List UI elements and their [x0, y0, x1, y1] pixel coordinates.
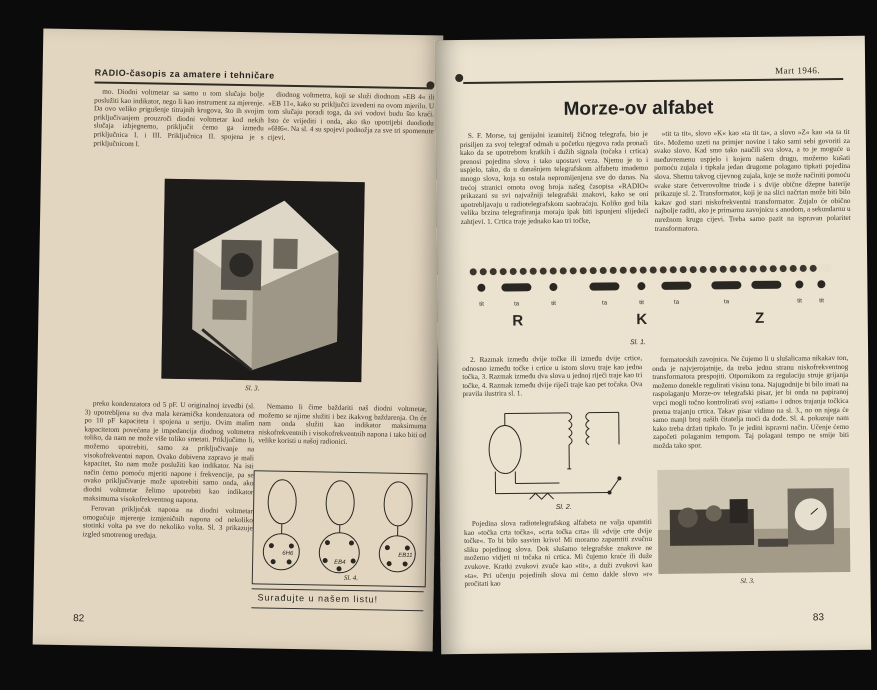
morse-label-4: ta [602, 300, 608, 307]
header-dot [426, 81, 434, 89]
left-header: RADIO-časopis za amatere i tehničare [94, 67, 275, 81]
right-mid-text-b: formatorskih zavojnica. Ne čujemo li u slušalicama nikakav ton, onda je najvjerojatnije, da treba jednu stranu niskofrekventnog transformatora prespojiti. Otpornikom za regulaciju struje grijanja možemo donekle regulirati visinu tona. Najugodnije bi bilo imati na raspolaganju Morze-ov telegrafski pisar, jer bi onda na papiranoj vrpci mogli točno kontrolirati svoj »stiam« i odnos trajanja točkica prema trajanju crtica. Takav pisar vidimo na sl. 3., no on njega će samo manji broj naših čitatelja moći da dođe. Sl. 4. pokazuje nam kako treba držati tipkalo. To je jedini ispravni način. Učenje ćemo započeti polaganim tempom. Taj polagani tempo ne smije biti možda tako spor. [652, 353, 849, 450]
header-dot-right [455, 74, 463, 82]
morse-letter-r: R [512, 312, 524, 330]
left-mid-text: Nemamo li čime baždariti naš diodni voltmetar, možemo se njime služiti i bez ikakvog baždarenja. On će nam onda služiti kao indikator maksimuma niskofrekventnih i visokofrekventnih napona i tako biti od velike koristi u našoj radionici. [258, 402, 427, 447]
morse-label-5: tit [639, 300, 644, 307]
morse-label-9: tit [819, 298, 824, 305]
right-mid-text-a: 2. Razmak između dvije točke ili između dvije crtice, odnosno između točke i crtice u istom slovu traje kao jedna točka, 3. Razmak između dva slova u jednoj riječi traje kao tri točke, 4. Razmak između dvije riječi traje kao pet točaka. Ova pravila ilustrira sl. 1. [462, 354, 643, 399]
tube-label-eb11: EB11 [398, 552, 413, 560]
morse-label-6: ta [674, 299, 680, 306]
telegraph-caption: Sl. 3. [740, 576, 755, 586]
morse-figure [459, 260, 842, 354]
morse-label-8: tit [797, 298, 802, 305]
morse-label-2: ta [514, 301, 520, 308]
morse-label-3: tit [551, 301, 556, 308]
right-col1-text: S. F. Morse, taj genijalni izumitelj žičnog telegrafa, bio je prisiljen za svoj telegraf odmah u početku njegova rada pronaći kako da se upotrebom kratkih i dužih signala (točaka i crtica) prenosi pojedina slova i tako upostavi veza. Njemu je to i uspjelo, tako, da u današnjem telegrafskom alfabetu imademo mnogo slova, koja su ostala nepromijenjena sve do danas. Na trećoj stranici omota ovog broja našeg časopisa »RADIO« prikazani su svi najvažniji telegrafski znakovi, kako se oni upotrebljavaju u radiotelegrafskom saobraćaju. Koliko god bila velika brzina telegrafiranja moraju ipak biti ispunjeni slijedeći zahtjevi. 1. Crtica traje jednako kao tri točke, [459, 130, 649, 226]
telegraph-photo [657, 468, 850, 574]
footer-banner [251, 588, 423, 611]
left-figure-caption: Sl. 3. [245, 384, 260, 393]
voltmeter-photo [161, 179, 364, 382]
right-page [435, 36, 871, 654]
morse-figure-caption: Sl. 1. [629, 339, 646, 347]
tube-label-eb4: EB4 [334, 559, 346, 566]
left-top-text-a: mo. Diodni voltmetar sa samo u tom slučaju bolje poslužiti kao indikator, nego li kao instrument za mjerenje. Da ovo veliko prigušenje titrajnih krugova, što ih svojim priključivanjem prouzroči diodni voltmetar kod nekih slučaja izbjegnemo, priključit ćemo ga između priključnica I. i III. Priključnica II. spojena je s priključnicom I. [93, 87, 265, 148]
tube-label-6h6: 6H6 [282, 550, 294, 557]
footer-banner-text: Surađujte u našem listu! [257, 592, 379, 605]
right-header-date: Mart 1946. [775, 65, 821, 76]
buzzer-schematic [469, 408, 650, 514]
schematic-caption: Sl. 2. [555, 503, 572, 512]
left-bottom-text-a: preko kondenzatora od 5 pF. U originalnoj izvedbi (sl. 3) upotrebljena su dva mala keramička kondenzatora od po 10 pF kapaciteta i spojena u seriju. Ovim malim kapacitetom povećana je impedancija diodnog voltmetra toliko, da nam ne može više toliko smetati. Priključimo li, možemo upotrebiti, samo za priključivanje na visokofrekventni napon. Ovako dobivena zapravo je mali kapacitet, što nam može poslužiti kao indikator. Na isti način ćemo pomoću mjeriti napone i frekvencije, pa se ovako priključivanje može upotrebiti samo onda, ako diodni voltmetar želimo upotrebiti kao indikator maksimuma visokofrekventnog napona. Ferovan priključak napona na diodni voltmetar omogućuje mjerenje izmjeničnih napona od nekoliko stotinki volta pa sve do nekoliko volta. Sl. 3 prikazuje izgled smotrenog uređaja. [82, 399, 255, 540]
header-rule-right [463, 78, 843, 84]
right-col2-text: »tit ta tit«, slovo »K« kao »ta tit ta«, a slovo »Z« kao »ta ta tit tit«. Možemo uzeti na primjer novine i tako sami sebi govoriti za svako slovo. Kad smo tako naučili sva slova, a to je moguće u međuvremenu uspjelo i kojem našem drugu, možemo kušati pomoću zujala i tipkala jedan drugome polagano tipkati pojedina slova. Shemu takvog cijevnog zujala, koje se može načiniti pomoću svake stare četverovoltne triode i s dvije obične džepne baterije prikazuje sl. 2. Transformator, koji je na slici načrtan može biti bilo kakav god stari niskofrekventni transformator. Zujalo će obično najbolje raditi, ako je primarnu zavojnicu s anodom, a sekundarnu u mrežnom krugu cijevi. Treba samo pazit na ispravan polaritet transformatora. [653, 127, 851, 233]
tube-figure-caption: Sl. 4. [343, 573, 359, 583]
morse-letter-z: Z [755, 309, 765, 327]
morse-label-1: tit [479, 301, 484, 308]
left-page-number: 82 [73, 613, 85, 625]
left-page [33, 29, 444, 652]
article-title: Morze-ov alfabet [563, 97, 714, 120]
right-page-number: 83 [812, 612, 825, 624]
tube-diagram-frame [252, 470, 428, 587]
right-bottom-text: Pojedina slova radiotelegrafskog alfabeta ne valja upamtiti kao »točka crta točka«, »crta točka crta« ili »dvije crte dvije točke«. To bi bilo sasvim krivo! Mi moramo zapamtiti zvučnu sliku pojedinog slova. Dok slušamo telegrafske znakove ne možemo vidjeti ni točaka ni crtica. Mi čujemo kraće ili duže zvukove. Kratki zvukovi zvuče kao »tit«, a duži zvukovi kao »ta«. Pri učenju pojedinih slova mi ćemo dakle slovo »r« pročitati kao [463, 518, 653, 589]
morse-label-7: ta [724, 299, 730, 306]
left-top-text-b: diodnog voltmetra, koji se služi diodnom »EB 4« ili »EB 11«, kako su priključci izvedeni na ovom mjerilu. U tom slučaju poradi toga, da svi vodovi budu što kraći. Isto će vrijediti i onda, ako tko upotrijebi duodiodu »6H6«. Na sl. 4 su spojevi podnožja za sve tri spomenute cijevi. [267, 90, 435, 142]
morse-letter-k: K [636, 311, 648, 329]
